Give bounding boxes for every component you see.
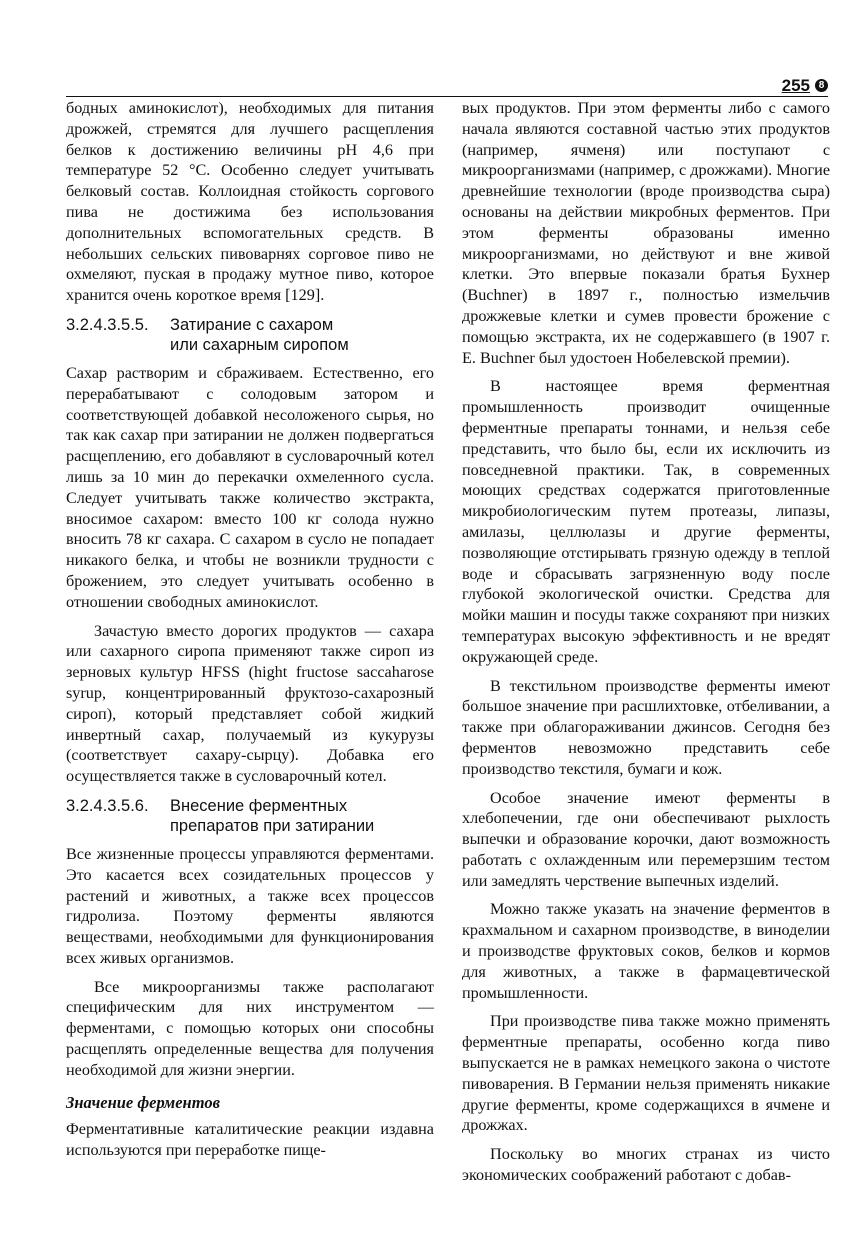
section-title-line: Затирание с сахаром [170, 315, 334, 334]
paragraph: Сахар растворим и сбраживаем. Естественно, его перерабатывают с солодовым затором и соответствующей добавкой несоложеного сырья, но так как сахар при затирании не должен подвергаться расщеплению, его добавляют в сусловарочный котел лишь за 10 мин до перекачки охмеленного сусла. Следует учитывать также количество экстракта, вносимое сахаром: вместо 100 кг солода нужно вносить 78 кг сахара. С сахаром в сусло не попадает никакого белка, и чтобы не возникли трудности с брожением, это следует учитывать особенно в отношении свободных аминокислот. [66, 363, 434, 611]
section-number: 3.2.4.3.5.5. [66, 315, 149, 334]
paragraph: Ферментативные каталитические реакции издавна используются при переработке пище- [66, 1120, 434, 1160]
section-heading [66, 315, 434, 355]
paragraph: бодных аминокислот), необходимых для питания дрожжей, стремятся для лучшего расщепления белков к достижению величины pH 4,6 при температуре 52 °C. Особенно следует учитывать белковый состав. Коллоидная стойкость соргового пива не достижима без использования дополнительных вспомогательных средств. В небольших сельских пивоварнях сорговое пиво не охмеляют, пуская в продажу мутное пиво, которое хранится очень короткое время [129]. [66, 99, 434, 305]
paragraph: Все микроорганизмы также располагают специфическим для них инструментом — ферментами, с помощью которых они способны расщеплять определенные вещества для получения необходимой для жизни энергии. [66, 977, 434, 1079]
paragraph: При производстве пива также можно применять ферментные препараты, особенно когда пиво выпускается не в рамках немецкого закона о чистоте пивоварения. В Германии нельзя применять никакие другие ферменты, кроме содержащихся в ячмене и дрожжах. [462, 1012, 830, 1135]
paragraph: В настоящее время ферментная промышленность производит очищенные ферментные препараты тоннами, и нельзя себе представить, что было бы, если их исключить из повседневной практики. Так, в современных моющих средствах содержатся приготовленные микробиологическим путем протеазы, липазы, амилазы, целлюлазы и другие ферменты, позволяющие отстирывать грязную одежду в теплой воде и сбрасывать загрязненную воду после глубокой экологической очистки. Средства для мойки машин и посуды также сохраняют при низких температурах высокую эффективность и не вредят окружающей среде. [462, 377, 830, 666]
paragraph: Поскольку во многих странах из чисто экономических соображений работают с добав- [462, 1145, 830, 1185]
left-column [66, 98, 434, 1161]
paragraph: Особое значение имеют ферменты в хлебопечении, где они обеспечивают рыхлость выпечки и образование корочки, дают возможность работать с охлажденным или перемерзшим тестом или замедлять черствение выпечных изделий. [462, 788, 830, 890]
paragraph: Все жизненные процессы управляются ферментами. Это касается всех созидательных процессов у растений и животных, а также всех процессов гидролиза. Поэтому ферменты являются веществами, необходимыми для функционирования всех живых организмов. [66, 844, 434, 967]
section-title [166, 315, 434, 355]
page-header [66, 76, 828, 97]
right-column [462, 98, 830, 1186]
section-title-line: препаратов при затирании [170, 816, 375, 835]
paragraph: Можно также указать на значение ферментов в крахмальном и сахарном производстве, в виноделии и производстве фруктовых соков, белков и кормов для животных, а также в фармацевтической промышленности. [462, 900, 830, 1002]
section-title-line: Внесение ферментных [170, 796, 348, 815]
page-number: 255 [781, 76, 810, 95]
section-title [166, 796, 434, 836]
paragraph: В текстильном производстве ферменты имеют большое значение при расшлихтовке, отбеливании, а также при облагораживании джинсов. Сегодня без ферментов невозможно представить себе производство текстиля, бумаги и кож. [462, 676, 830, 778]
page-marker-icon: 8 [815, 79, 828, 92]
section-heading [66, 796, 434, 836]
paragraph: вых продуктов. При этом ферменты либо с самого начала являются составной частью этих продуктов (например, ячменя) или поступают с микроорганизмами (например, с дрожжами). Многие древнейшие технологии (вроде производства сыра) основаны на действии микробных ферментов. При этом ферменты образованы именно микроорганизмами, но действуют и вне живой клетки. Это впервые показали братья Бухнер (Buchner) в 1897 г., полностью измельчив дрожжевые клетки и сумев провести брожение с помощью экстракта, их не содержавшего (в 1907 г. E. Buchner был удостоен Нобелевской премии). [462, 99, 830, 367]
paragraph: Зачастую вместо дорогих продуктов — сахара или сахарного сиропа применяют также сироп из зерновых культур HFSS (hight fructose saccaharose syrup, концентрированный фруктозо-сахарозный сироп), который представляет собой жидкий инвертный сахар, получаемый из кукурузы (соответствует сахару-сырцу). Добавка его осуществляется также в сусловарочный котел. [66, 621, 434, 786]
section-number: 3.2.4.3.5.6. [66, 796, 149, 815]
subsection-heading: Значение ферментов [66, 1092, 220, 1112]
section-title-line: или сахарным сиропом [170, 335, 349, 354]
